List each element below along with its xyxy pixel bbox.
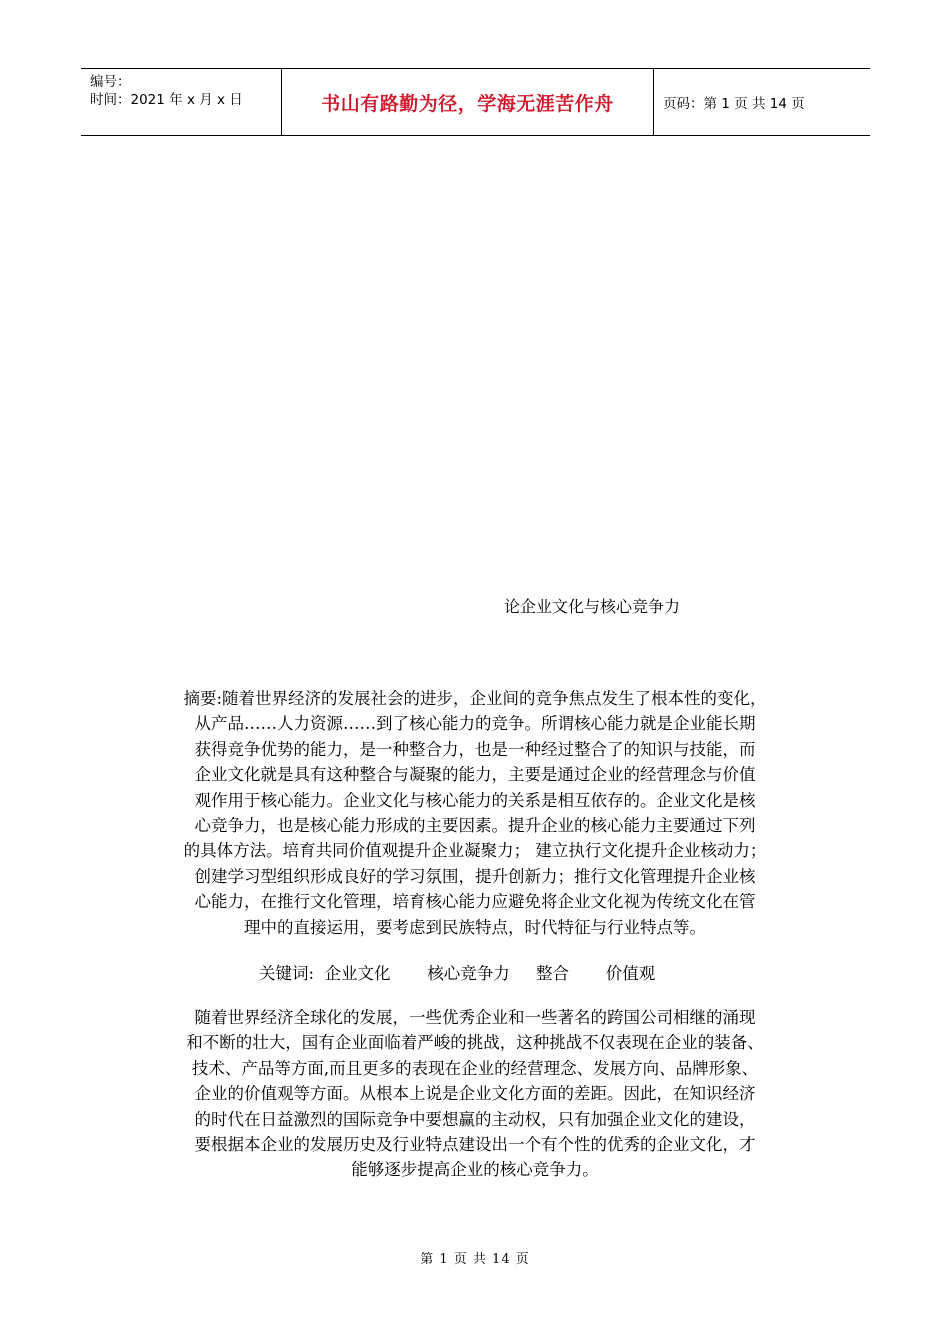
keywords-line: 关键词: 企业文化 核心竞争力 整合 价值观 <box>259 964 656 983</box>
header-table <box>81 68 870 136</box>
body-line: 要根据本企业的发展历史及行业特点建设出一个有个性的优秀的企业文化，才 <box>194 1135 756 1155</box>
abstract-line: 获得竞争优势的能力，是一种整合力，也是一种经过整合了的知识与技能，而 <box>194 739 756 759</box>
abstract-line: 观作用于核心能力。企业文化与核心能力的关系是相互依存的。企业文化是核 <box>194 790 756 810</box>
header-motto-cell <box>281 69 654 135</box>
abstract-paragraph <box>143 686 807 940</box>
abstract-line: 的具体方法。培育共同价值观提升企业凝聚力； 建立执行文化提升企业核动力； <box>183 841 767 861</box>
document-title: 论企业文化与核心竞争力 <box>504 597 681 616</box>
number-label: 编号： <box>90 74 131 90</box>
abstract-line: 理中的直接运用，要考虑到民族特点，时代特征与行业特点等。 <box>244 917 706 937</box>
header-meta <box>81 69 281 135</box>
body-line: 和不断的壮大，国有企业面临着严峻的挑战，这种挑战不仅表现在企业的装备、 <box>186 1033 764 1053</box>
abstract-line: 心能力，在推行文化管理，培育核心能力应避免将企业文化视为传统文化在管 <box>194 892 756 912</box>
body-line: 能够逐步提高企业的核心竞争力。 <box>351 1160 599 1180</box>
body-line: 技术、产品等方面,而且更多的表现在企业的经营理念、发展方向、品牌形象、 <box>191 1058 759 1078</box>
abstract-line: 企业文化就是具有这种整合与凝聚的能力，主要是通过企业的经营理念与价值 <box>194 765 756 785</box>
abstract-line: 摘要:随着世界经济的发展社会的进步，企业间的竞争焦点发生了根本性的变化， <box>183 689 767 708</box>
body-line: 企业的价值观等方面。从根本上说是企业文化方面的差距。因此，在知识经济 <box>194 1084 756 1104</box>
page-footer: 第 1 页 共 14 页 <box>420 1252 530 1267</box>
header-page-info <box>654 69 870 135</box>
motto-text: 书山有路勤为径，学海无涯苦作舟 <box>321 92 614 115</box>
body-line: 的时代在日益激烈的国际竞争中要想赢的主动权，只有加强企业文化的建设， <box>194 1109 756 1129</box>
abstract-line: 心竞争力，也是核心能力形成的主要因素。提升企业的核心能力主要通过下列 <box>194 816 756 836</box>
time-label: 时间：2021 年 x 月 x 日 <box>90 92 243 108</box>
abstract-line: 从产品……人力资源……到了核心能力的竞争。所谓核心能力就是企业能长期 <box>194 714 756 734</box>
body-paragraph <box>143 1005 807 1183</box>
page-info-text: 页码：第 1 页 共 14 页 <box>663 96 805 112</box>
abstract-line: 创建学习型组织形成良好的学习氛围，提升创新力；推行文化管理提升企业核 <box>194 866 756 886</box>
body-line: 随着世界经济全球化的发展，一些优秀企业和一些著名的跨国公司相继的涌现 <box>194 1008 756 1027</box>
